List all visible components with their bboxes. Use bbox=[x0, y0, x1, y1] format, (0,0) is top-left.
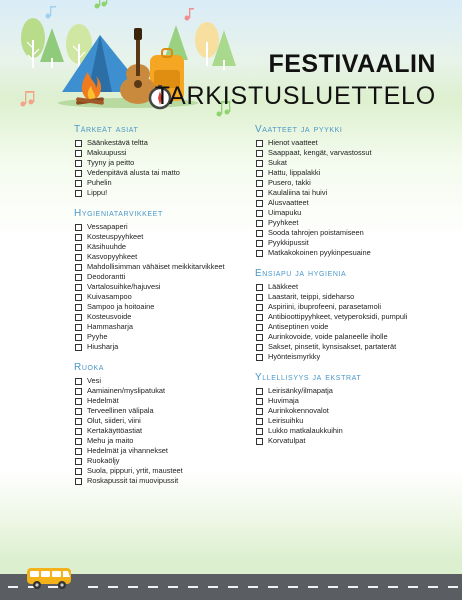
checkbox[interactable] bbox=[75, 334, 82, 341]
checklist-item[interactable] bbox=[255, 148, 430, 158]
checkbox[interactable] bbox=[75, 254, 82, 261]
page-title-line2: TARKISTUSLUETTELO bbox=[154, 82, 436, 110]
item-label: Aamiainen/myslipatukat bbox=[87, 386, 166, 395]
road-marking bbox=[448, 586, 458, 588]
checkbox[interactable] bbox=[75, 468, 82, 475]
item-label: Aurinkovoide, voide palaneelle iholle bbox=[268, 332, 388, 341]
item-label: Sakset, pinsetit, kynsisakset, partaterät bbox=[268, 342, 397, 351]
checkbox[interactable] bbox=[256, 408, 263, 415]
checkbox[interactable] bbox=[75, 378, 82, 385]
road-marking bbox=[88, 586, 98, 588]
road-marking bbox=[328, 586, 338, 588]
checkbox[interactable] bbox=[256, 240, 263, 247]
item-label: Leirisuihku bbox=[268, 416, 304, 425]
section-heading: Yllellisyys ja ekstrat bbox=[255, 372, 362, 383]
checkbox[interactable] bbox=[75, 428, 82, 435]
item-label: Makuupussi bbox=[87, 148, 127, 157]
checklist-item[interactable] bbox=[74, 456, 249, 466]
road-marking bbox=[428, 586, 438, 588]
road-marking bbox=[288, 586, 298, 588]
checklist-item[interactable] bbox=[74, 272, 249, 282]
road-marking bbox=[308, 586, 318, 588]
road-marking bbox=[268, 586, 278, 588]
item-label: Kasvopyyhkeet bbox=[87, 252, 138, 261]
checkbox[interactable] bbox=[256, 438, 263, 445]
road-marking bbox=[408, 586, 418, 588]
checklist-item[interactable] bbox=[74, 406, 249, 416]
checklist-item[interactable] bbox=[255, 416, 430, 426]
section-clothes bbox=[255, 124, 430, 258]
checklist-item[interactable] bbox=[74, 222, 249, 232]
road-marking bbox=[128, 586, 138, 588]
checkbox[interactable] bbox=[75, 324, 82, 331]
music-note-icon bbox=[21, 91, 35, 107]
checkbox[interactable] bbox=[75, 304, 82, 311]
section-luxuries bbox=[255, 372, 430, 446]
road-marking bbox=[228, 586, 238, 588]
item-label: Hammasharja bbox=[87, 322, 134, 331]
road-marking bbox=[208, 586, 218, 588]
checkbox[interactable] bbox=[75, 418, 82, 425]
item-label: Antiseptinen voide bbox=[268, 322, 329, 331]
checklist-item[interactable] bbox=[74, 396, 249, 406]
item-label: Säänkestävä teltta bbox=[87, 138, 148, 147]
checklist-item[interactable] bbox=[255, 342, 430, 352]
checklist-item[interactable] bbox=[74, 322, 249, 332]
checklist-item[interactable] bbox=[74, 252, 249, 262]
checkbox[interactable] bbox=[75, 224, 82, 231]
checklist-item[interactable] bbox=[255, 248, 430, 258]
checklist-item[interactable] bbox=[255, 168, 430, 178]
checkbox[interactable] bbox=[256, 324, 263, 331]
music-note-icon bbox=[95, 0, 108, 9]
item-label: Käsihuuhde bbox=[87, 242, 127, 251]
item-label: Aspiriini, ibuprofeeni, parasetamoli bbox=[268, 302, 381, 311]
music-note-icon bbox=[46, 6, 57, 19]
section-food bbox=[74, 362, 249, 486]
checklist-item[interactable] bbox=[74, 148, 249, 158]
checklist-item[interactable] bbox=[255, 228, 430, 238]
right-column bbox=[255, 124, 430, 446]
item-label: Matkakokoinen pyykinpesuaine bbox=[268, 248, 371, 257]
item-label: Deodorantti bbox=[87, 272, 126, 281]
section-heading: Hygieniatarvikkeet bbox=[74, 208, 163, 219]
item-label: Kertakäyttöastiat bbox=[87, 426, 143, 435]
checklist-item[interactable] bbox=[255, 198, 430, 208]
checkbox[interactable] bbox=[75, 448, 82, 455]
page-title-line1: FESTIVAALIN bbox=[268, 50, 436, 78]
checkbox[interactable] bbox=[256, 428, 263, 435]
checklist-item[interactable] bbox=[255, 218, 430, 228]
item-label: Vessapaperi bbox=[87, 222, 128, 231]
checkbox[interactable] bbox=[256, 418, 263, 425]
checkbox[interactable] bbox=[75, 458, 82, 465]
checkbox[interactable] bbox=[256, 230, 263, 237]
road-marking bbox=[8, 586, 18, 588]
checklist-item[interactable] bbox=[255, 282, 430, 292]
section-hygiene bbox=[74, 208, 249, 352]
checklist-item[interactable] bbox=[74, 312, 249, 322]
checkbox[interactable] bbox=[75, 170, 82, 177]
item-label: Lippu! bbox=[87, 188, 108, 197]
item-label: Ruokaöljy bbox=[87, 456, 120, 465]
checklist-item[interactable] bbox=[255, 312, 430, 322]
checkbox[interactable] bbox=[75, 438, 82, 445]
checkbox[interactable] bbox=[256, 200, 263, 207]
checklist-item[interactable] bbox=[74, 242, 249, 252]
checklist-item[interactable] bbox=[74, 262, 249, 272]
checklist-item[interactable] bbox=[74, 426, 249, 436]
checklist-item[interactable] bbox=[74, 232, 249, 242]
checkbox[interactable] bbox=[75, 314, 82, 321]
checklist-item[interactable] bbox=[255, 158, 430, 168]
checkbox[interactable] bbox=[75, 398, 82, 405]
item-label: Leirisänky/ilmapatja bbox=[268, 386, 333, 395]
checklist-item[interactable] bbox=[74, 416, 249, 426]
checkbox[interactable] bbox=[256, 334, 263, 341]
road-marking bbox=[348, 586, 358, 588]
item-label: Hiusharja bbox=[87, 342, 119, 351]
checkbox[interactable] bbox=[75, 478, 82, 485]
section-first-aid bbox=[255, 268, 430, 362]
item-label: Puhelin bbox=[87, 178, 112, 187]
checklist-item[interactable] bbox=[74, 466, 249, 476]
item-label: Sooda tahrojen poistamiseen bbox=[268, 228, 364, 237]
road-marking bbox=[388, 586, 398, 588]
checkbox[interactable] bbox=[75, 190, 82, 197]
road-marking bbox=[108, 586, 118, 588]
checkbox[interactable] bbox=[256, 284, 263, 291]
item-label: Kaulaliina tai huivi bbox=[268, 188, 328, 197]
checklist-item[interactable] bbox=[255, 322, 430, 332]
item-label: Sukat bbox=[268, 158, 287, 167]
checklist-item[interactable] bbox=[74, 158, 249, 168]
checklist-item[interactable] bbox=[255, 292, 430, 302]
item-label: Antibioottipyyhkeet, vetyperoksidi, pumpuli bbox=[268, 312, 408, 321]
item-label: Pyykkipussit bbox=[268, 238, 309, 247]
item-label: Hedelmät bbox=[87, 396, 119, 405]
item-label: Olut, siideri, viini bbox=[87, 416, 141, 425]
item-label: Korvatulpat bbox=[268, 436, 306, 445]
checkbox[interactable] bbox=[75, 160, 82, 167]
checklist-item[interactable] bbox=[74, 476, 249, 486]
checklist-item[interactable] bbox=[74, 292, 249, 302]
item-label: Aurinkokennovalot bbox=[268, 406, 329, 415]
item-label: Pyyhe bbox=[87, 332, 108, 341]
checklist-item[interactable] bbox=[74, 436, 249, 446]
checklist-item[interactable] bbox=[255, 406, 430, 416]
checkbox[interactable] bbox=[256, 210, 263, 217]
item-label: Laastarit, teippi, sideharso bbox=[268, 292, 355, 301]
checkbox[interactable] bbox=[256, 388, 263, 395]
checklist-item[interactable] bbox=[255, 436, 430, 446]
checklist-item[interactable] bbox=[255, 238, 430, 248]
checklist-item[interactable] bbox=[255, 386, 430, 396]
checkbox[interactable] bbox=[256, 304, 263, 311]
item-label: Hattu, lippalakki bbox=[268, 168, 321, 177]
item-label: Kosteusvoide bbox=[87, 312, 132, 321]
left-column bbox=[74, 124, 249, 486]
checklist-item[interactable] bbox=[74, 386, 249, 396]
section-heading: Ensiapu ja hygienia bbox=[255, 268, 347, 279]
item-label: Alusvaatteet bbox=[268, 198, 309, 207]
checklist-item[interactable] bbox=[74, 332, 249, 342]
checkbox[interactable] bbox=[256, 250, 263, 257]
checklist-item[interactable] bbox=[255, 208, 430, 218]
item-label: Kuivasampoo bbox=[87, 292, 132, 301]
section-heading: Ruoka bbox=[74, 362, 105, 373]
item-label: Pyyhkeet bbox=[268, 218, 299, 227]
road-marking bbox=[248, 586, 258, 588]
checklist-item[interactable] bbox=[255, 178, 430, 188]
item-label: Tyyny ja peitto bbox=[87, 158, 135, 167]
checklist-item[interactable] bbox=[255, 396, 430, 406]
road-marking bbox=[168, 586, 178, 588]
checklist-item[interactable] bbox=[255, 426, 430, 436]
item-label: Roskapussit tai muovipussit bbox=[87, 476, 179, 485]
item-label: Pusero, takki bbox=[268, 178, 311, 187]
checklist-item[interactable] bbox=[74, 446, 249, 456]
checkbox[interactable] bbox=[75, 274, 82, 281]
checklist-item[interactable] bbox=[74, 302, 249, 312]
checklist-item[interactable] bbox=[255, 332, 430, 342]
checklist-item[interactable] bbox=[74, 138, 249, 148]
item-label: Mehu ja maito bbox=[87, 436, 134, 445]
item-label: Suola, pippuri, yrtit, mausteet bbox=[87, 466, 183, 475]
section-essentials bbox=[74, 124, 249, 198]
checkbox[interactable] bbox=[256, 398, 263, 405]
item-label: Vesi bbox=[87, 376, 101, 385]
checkbox[interactable] bbox=[75, 180, 82, 187]
checkbox[interactable] bbox=[256, 140, 263, 147]
item-label: Kosteuspyyhkeet bbox=[87, 232, 144, 241]
checkbox[interactable] bbox=[75, 234, 82, 241]
section-heading: Tärkeät asiat bbox=[74, 124, 139, 135]
road-marking bbox=[148, 586, 158, 588]
checkbox[interactable] bbox=[256, 180, 263, 187]
checklist-item[interactable] bbox=[255, 188, 430, 198]
item-label: Mahdollisimman vähäiset meikkitarvikkeet bbox=[87, 262, 225, 271]
checklist-item[interactable] bbox=[74, 188, 249, 198]
checkbox[interactable] bbox=[256, 150, 263, 157]
checkbox[interactable] bbox=[75, 140, 82, 147]
checklist-item[interactable] bbox=[74, 376, 249, 386]
checkbox[interactable] bbox=[256, 314, 263, 321]
item-label: Saappaat, kengät, varvastossut bbox=[268, 148, 372, 157]
road-marking bbox=[188, 586, 198, 588]
road-marking bbox=[368, 586, 378, 588]
music-note-icon bbox=[185, 8, 195, 21]
checkbox[interactable] bbox=[256, 160, 263, 167]
item-label: Lääkkeet bbox=[268, 282, 298, 291]
checkbox[interactable] bbox=[75, 244, 82, 251]
checkbox[interactable] bbox=[256, 190, 263, 197]
checkbox[interactable] bbox=[75, 408, 82, 415]
checklist-item[interactable] bbox=[74, 178, 249, 188]
checkbox[interactable] bbox=[256, 344, 263, 351]
checkbox[interactable] bbox=[75, 294, 82, 301]
checklist-item[interactable] bbox=[255, 302, 430, 312]
checklist-item[interactable] bbox=[74, 168, 249, 178]
item-label: Huvimaja bbox=[268, 396, 299, 405]
checkbox[interactable] bbox=[75, 264, 82, 271]
section-heading: Vaatteet ja pyykki bbox=[255, 124, 343, 135]
van-icon bbox=[26, 566, 74, 590]
item-label: Hienot vaatteet bbox=[268, 138, 318, 147]
checklist-item[interactable] bbox=[74, 342, 249, 352]
checklist-item[interactable] bbox=[74, 282, 249, 292]
checkbox[interactable] bbox=[75, 388, 82, 395]
checkbox[interactable] bbox=[75, 150, 82, 157]
checklist-item[interactable] bbox=[255, 138, 430, 148]
item-label: Lukko matkalaukkuihin bbox=[268, 426, 343, 435]
item-label: Sampoo ja hoitoaine bbox=[87, 302, 155, 311]
checkbox[interactable] bbox=[256, 170, 263, 177]
checkbox[interactable] bbox=[256, 294, 263, 301]
checkbox[interactable] bbox=[75, 284, 82, 291]
item-label: Vartalosuihke/hajuvesi bbox=[87, 282, 161, 291]
checklist-item[interactable] bbox=[255, 352, 430, 362]
item-label: Hyönteismyrkky bbox=[268, 352, 321, 361]
checkbox[interactable] bbox=[256, 354, 263, 361]
checkbox[interactable] bbox=[256, 220, 263, 227]
checkbox[interactable] bbox=[75, 344, 82, 351]
item-label: Vedenpitävä alusta tai matto bbox=[87, 168, 180, 177]
item-label: Uimapuku bbox=[268, 208, 302, 217]
item-label: Terveellinen välipala bbox=[87, 406, 154, 415]
item-label: Hedelmät ja vihannekset bbox=[87, 446, 168, 455]
